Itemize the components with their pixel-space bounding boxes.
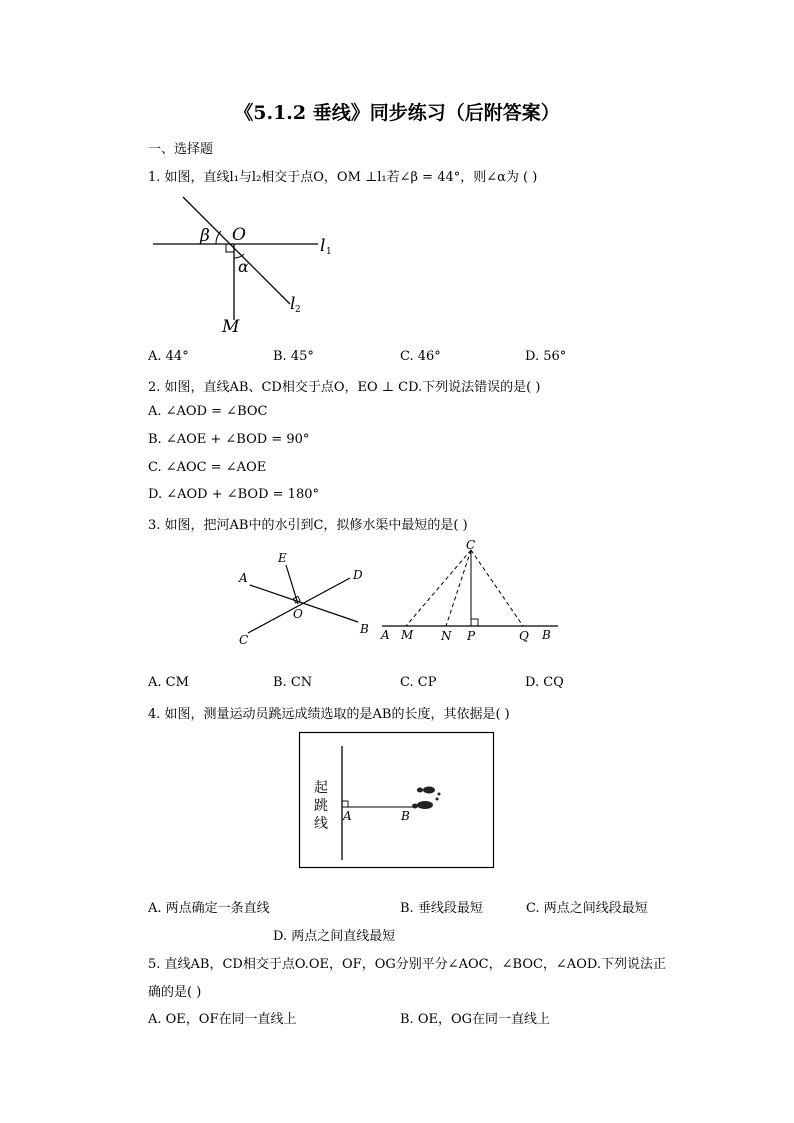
label-b: B	[360, 622, 369, 636]
q1-option-d[interactable]: D. 56°	[525, 349, 567, 364]
label-c: C	[239, 633, 249, 647]
label-a: A	[381, 628, 390, 642]
question-2-stem: 2. 如图，直线AB、CD相交于点O，EO ⊥ CD.下列说法错误的是( )	[148, 380, 541, 395]
footprints-icon	[412, 787, 441, 810]
label-b: B	[401, 809, 410, 823]
label-n: N	[441, 629, 452, 643]
label-l1: l	[320, 236, 326, 256]
question-3-stem: 3. 如图，把河AB中的水引到C，拟修水渠中最短的是( )	[148, 518, 468, 533]
takeoff-label-1: 起	[314, 780, 328, 796]
label-o: O	[293, 607, 303, 621]
q4-option-d[interactable]: D. 两点之间直线最短	[273, 929, 396, 944]
q2-option-b[interactable]: B. ∠AOE + ∠BOD = 90°	[148, 432, 310, 447]
right-angle-mark	[471, 619, 478, 626]
label-l2: l	[290, 294, 296, 314]
label-o: O	[232, 225, 246, 245]
line-ab	[250, 585, 358, 622]
label-b: B	[542, 628, 551, 642]
label-a: A	[343, 809, 352, 823]
segment-cn	[446, 550, 471, 626]
q5-option-a[interactable]: A. OE，OF在同一直线上	[148, 1012, 297, 1027]
label-a: A	[239, 571, 248, 585]
section-heading: 一、选择题	[148, 142, 214, 157]
segment-cq	[471, 550, 523, 626]
label-m: M	[401, 628, 414, 642]
right-angle-mark	[226, 244, 234, 252]
q1-option-b[interactable]: B. 45°	[273, 349, 314, 364]
q3-option-b[interactable]: B. CN	[273, 675, 313, 690]
question-4-figure	[299, 732, 495, 869]
right-angle-mark	[342, 801, 348, 807]
question-3-figure-left	[230, 545, 380, 650]
question-3-figure-right	[378, 538, 563, 648]
question-4-stem: 4. 如图，测量运动员跳远成绩选取的是AB的长度，其依据是( )	[148, 707, 510, 722]
label-c: C	[466, 538, 476, 552]
q4-option-a[interactable]: A. 两点确定一条直线	[148, 901, 270, 916]
q2-option-a[interactable]: A. ∠AOD = ∠BOC	[148, 404, 268, 419]
page-title: 《5.1.2 垂线》同步练习（后附答案）	[234, 102, 560, 124]
line-cd	[248, 578, 350, 633]
question-5-stem-line1: 5. 直线AB，CD相交于点O.OE，OF，OG分别平分∠AOC，∠BOC，∠AOD.下列说法正	[148, 957, 666, 972]
q1-option-c[interactable]: C. 46°	[400, 349, 441, 364]
q4-option-b[interactable]: B. 垂线段最短	[400, 901, 483, 916]
figure-frame	[300, 733, 494, 868]
question-1-stem: 1. 如图，直线l₁与l₂相交于点O，OM ⊥l₁若∠β = 44°，则∠α为 ( )	[148, 170, 538, 185]
q4-option-c[interactable]: C. 两点之间线段最短	[526, 901, 648, 916]
label-m: M	[222, 317, 240, 337]
q2-option-c[interactable]: C. ∠AOC = ∠AOE	[148, 460, 267, 475]
q3-option-a[interactable]: A. CM	[148, 675, 189, 690]
label-q: Q	[519, 629, 529, 643]
q3-option-c[interactable]: C. CP	[400, 675, 437, 690]
label-alpha: α	[238, 257, 249, 276]
question-1-figure	[150, 192, 350, 337]
q2-option-d[interactable]: D. ∠AOD + ∠BOD = 180°	[148, 487, 319, 502]
question-5-stem-line2: 确的是( )	[148, 985, 202, 1000]
q1-option-a[interactable]: A. 44°	[148, 349, 189, 364]
takeoff-label-3: 线	[314, 816, 328, 832]
q3-option-d[interactable]: D. CQ	[525, 675, 564, 690]
takeoff-label-2: 跳	[314, 798, 328, 814]
q5-option-b[interactable]: B. OE，OG在同一直线上	[400, 1012, 551, 1027]
label-l2-sub: 2	[295, 305, 301, 315]
label-e: E	[278, 551, 287, 565]
label-l1-sub: 1	[326, 247, 332, 257]
label-p: P	[467, 629, 476, 643]
segment-cm	[406, 550, 471, 626]
line-l2	[183, 197, 290, 304]
label-beta: β	[200, 226, 210, 246]
label-d: D	[353, 568, 363, 582]
